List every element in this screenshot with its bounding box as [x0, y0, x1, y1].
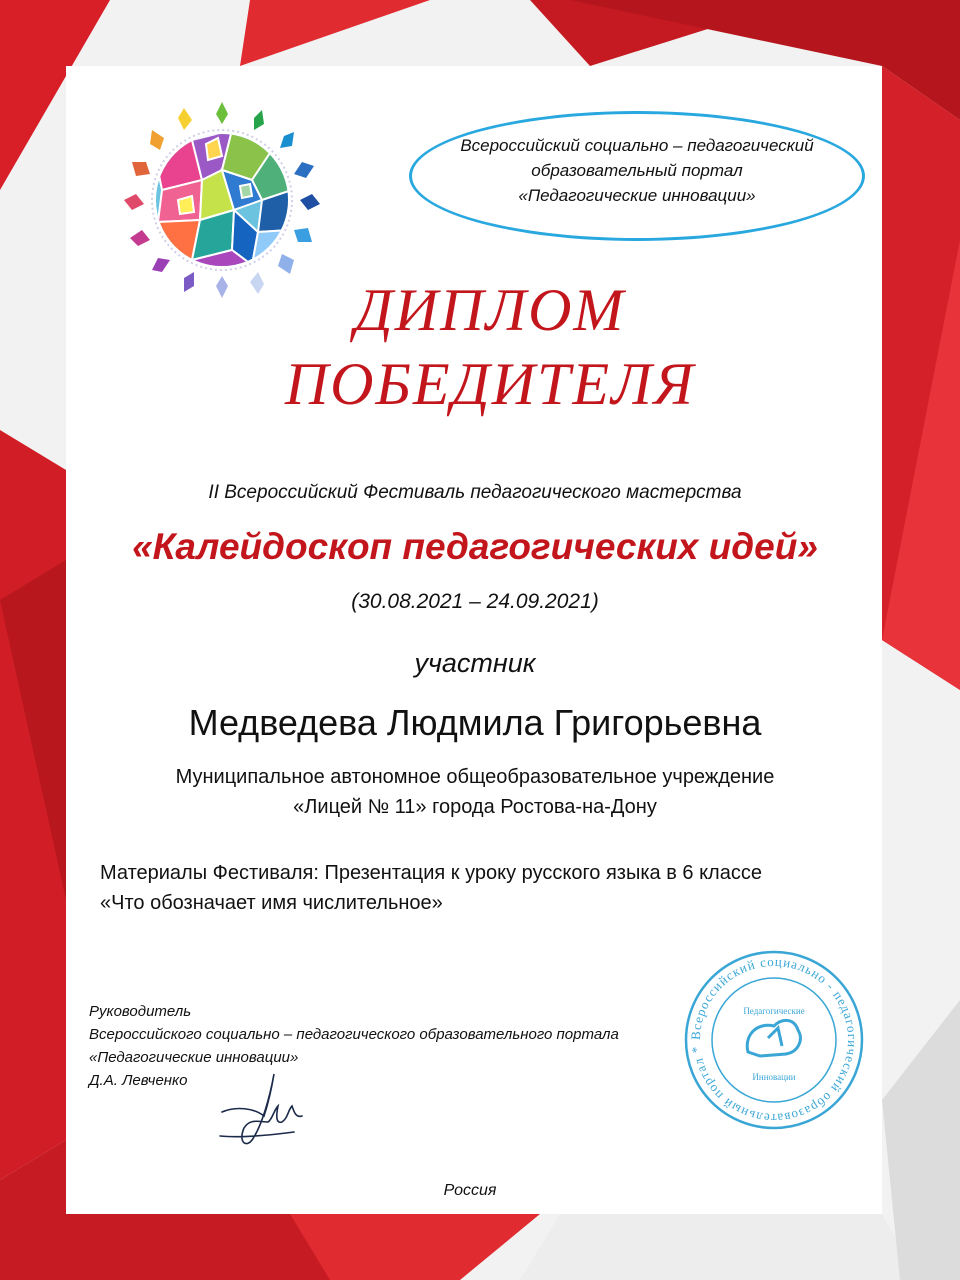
stamp-center-bottom: Инновации [752, 1072, 796, 1082]
signature-line-1: Руководитель [89, 1003, 192, 1020]
signature-line-2: Всероссийского социально – педагогического образовательного портала [89, 1026, 619, 1043]
diploma-title-line-1: ДИПЛОМ [354, 277, 626, 343]
portal-line-3: «Педагогические инновации» [518, 186, 756, 205]
portal-line-1: Всероссийский социально – педагогический [460, 136, 814, 155]
signature-line-4: Д.А. Левченко [89, 1072, 188, 1089]
festival-subtitle: II Всероссийский Фестиваль педагогического мастерства [208, 482, 742, 503]
portal-line-2: образовательный портал [531, 161, 743, 180]
recipient-organization [100, 762, 850, 822]
festival-materials [100, 858, 860, 918]
recipient-name: Медведева Людмила Григорьевна [188, 702, 762, 743]
portal-badge-text [425, 133, 849, 208]
signature-block [89, 1000, 729, 1092]
diploma-title-line-2: ПОБЕДИТЕЛЯ [284, 351, 696, 417]
recipient-role: участник [414, 648, 536, 678]
festival-name: «Калейдоскоп педагогических идей» [132, 526, 818, 567]
festival-dates: (30.08.2021 – 24.09.2021) [351, 590, 599, 613]
signature-line-3: «Педагогические инновации» [89, 1049, 299, 1066]
kaleidoscope-sun-logo [122, 100, 322, 300]
stamp-ring-text: Всероссийский социально - педагогический образовательный портал * [687, 953, 861, 1127]
materials-line-2: «Что обозначает имя числительное» [100, 892, 443, 914]
footer-country: Россия [443, 1182, 497, 1199]
org-line-2: «Лицей № 11» города Ростова-на-Дону [293, 796, 657, 818]
org-line-1: Муниципальное автономное общеобразовательное учреждение [175, 766, 775, 788]
handwritten-signature [216, 1066, 316, 1150]
materials-line-1: Материалы Фестиваля: Презентация к уроку русского языка в 6 классе [100, 862, 762, 884]
stamp-center-top: Педагогические [743, 1006, 805, 1016]
